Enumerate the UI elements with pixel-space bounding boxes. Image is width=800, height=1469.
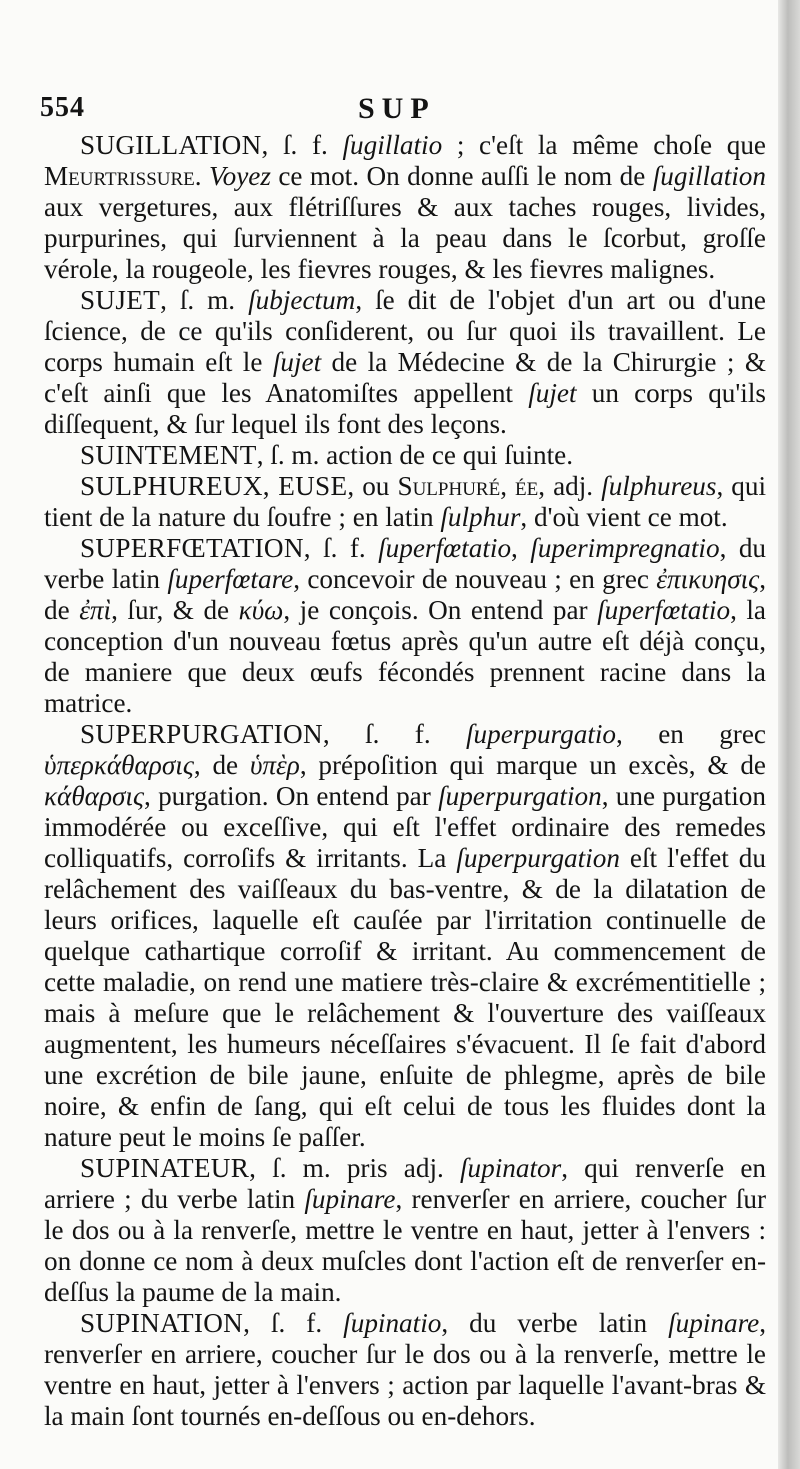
entry-text: , renverſer en arriere, coucher ſur le dos ou à la renverſe, mettre le ventre en haut, jetter à l'envers : on donne ce nom à deux muſcles dont l'action eſt de renverſer en-deſſus la paume de la main. bbox=[44, 1184, 766, 1307]
entry-paragraph bbox=[44, 533, 766, 719]
italic-term: ὑπὲρ bbox=[249, 750, 300, 780]
entry-text: , adj. bbox=[538, 471, 602, 501]
entry-text: , concevoir de nouveau ; en grec bbox=[293, 564, 657, 594]
entry-text: , prépoſition qui marque un excès, & de bbox=[299, 750, 766, 780]
entry-text: , bbox=[511, 533, 531, 563]
entry-headword: SUPERPURGATION bbox=[80, 719, 323, 749]
italic-term: ὑπερκάθαρσις bbox=[44, 750, 194, 780]
italic-term: ſupinare bbox=[668, 1308, 760, 1338]
entry-paragraph bbox=[44, 440, 766, 471]
italic-term: ἐπὶ bbox=[79, 595, 112, 625]
dictionary-entry bbox=[44, 1308, 766, 1432]
italic-term: ſugillation bbox=[652, 161, 766, 191]
dictionary-entry bbox=[44, 533, 766, 719]
entry-paragraph bbox=[44, 1308, 766, 1432]
entry-text: , renverſer en arriere, coucher ſur le dos ou à la renverſe, mettre le ventre en haut, jetter à l'envers ; action par laquelle l'avant-bras & la main ſont tournés en-deſſous ou en-dehors. bbox=[44, 1308, 767, 1431]
entry-text: , ſ. f. bbox=[322, 719, 466, 749]
italic-term: ſubjectum bbox=[248, 285, 356, 315]
italic-term: ſulphur bbox=[440, 502, 521, 532]
entry-paragraph bbox=[44, 719, 766, 1153]
dictionary-entry bbox=[44, 440, 766, 471]
italic-term: ſuperpurgation bbox=[438, 781, 602, 811]
entry-text: , qui renverſe en arriere ; du verbe latin bbox=[44, 1153, 767, 1214]
entry-text bbox=[202, 161, 209, 191]
entry-text: , de bbox=[193, 750, 250, 780]
entry-text: de la Médecine & de la Chirurgie ; & c'eſt ainſi que les Anatomiſtes appellent bbox=[44, 347, 766, 408]
dictionary-entry bbox=[44, 719, 766, 1153]
italic-term: ſupinator bbox=[459, 1153, 562, 1183]
italic-term: ἐπικυησις bbox=[656, 564, 760, 594]
entry-text: , une purgation immodérée ou exceſſive, qui eſt l'effet ordinaire des remedes colliquatifs, corroſifs & irritants. La bbox=[44, 781, 766, 873]
italic-term: Voyez bbox=[209, 161, 271, 191]
entry-text: , ſ. m. action de ce qui ſuinte. bbox=[256, 440, 574, 470]
entry-text: , ſ. m. bbox=[160, 285, 249, 315]
small-caps-term: Sulphuré, ée bbox=[397, 471, 539, 501]
italic-term: ſujet bbox=[528, 378, 577, 408]
italic-term: κάθαρσις bbox=[44, 781, 144, 811]
italic-term: ſujet bbox=[272, 347, 322, 377]
italic-term: ſuperfœtare bbox=[167, 564, 294, 594]
entry-text: , la conception d'un nouveau fœtus après qu'un autre eſt déjà conçu, de maniere que deux œufs fécondés prennent racine dans la matrice. bbox=[44, 595, 766, 718]
entry-text: , ſur, & de bbox=[111, 595, 239, 625]
dictionary-text bbox=[44, 130, 766, 1432]
entry-paragraph bbox=[44, 471, 766, 533]
page-edge-shadow bbox=[778, 0, 800, 1469]
entry-text: , ſ. m. pris adj. bbox=[249, 1153, 460, 1183]
entry-text: , ſ. f. bbox=[243, 1308, 344, 1338]
entry-headword: SUPINATEUR bbox=[80, 1153, 250, 1183]
entry-paragraph bbox=[44, 285, 766, 440]
entry-text: , ſe dit de l'objet d'un art ou d'une ſcience, de ce qu'ils conſiderent, ou ſur quoi ils travaillent. Le corps humain eſt le bbox=[44, 285, 767, 377]
entry-text: , purgation. On entend par bbox=[144, 781, 439, 811]
italic-term: κύω bbox=[238, 595, 284, 625]
italic-term: ſuperpurgatio bbox=[465, 719, 617, 749]
italic-term: ſuperpurgation bbox=[456, 843, 620, 873]
entry-text: , ſ. f. bbox=[261, 130, 343, 160]
page-header bbox=[40, 92, 770, 132]
entry-text: ce mot. On donne auſſi le nom de bbox=[270, 161, 653, 191]
entry-headword: SUJET bbox=[80, 285, 161, 315]
entry-text: , d'où vient ce mot. bbox=[520, 502, 728, 532]
entry-text: , du verbe latin bbox=[44, 533, 766, 594]
dictionary-entry bbox=[44, 471, 766, 533]
entry-text: eſt l'effet du relâchement des vaiſſeaux du bas-ventre, & de la dilatation de leurs orifices, laquelle eſt cauſée par l'irritation continuelle de quelque cathartique corroſif & irritant. Au commencement de cette maladie, on rend une matiere très-claire & excrémentitielle ; mais à meſure que le relâchement & l'ouverture des vaiſſeaux augmentent, les humeurs néceſſaires s'évacuent. Il ſe fait d'abord une excrétion de bile jaune, enſuite de phlegme, après de bile noire, & enfin de ſang, qui eſt celui de tous les fluides dont la nature peut le moins ſe paſſer. bbox=[44, 843, 766, 1152]
italic-term: ſuperimpregnatio bbox=[530, 533, 720, 563]
entry-text: un corps qu'ils diſſequent, & ſur lequel ils font des leçons. bbox=[44, 378, 766, 439]
entry-headword: SUPERFŒTATION bbox=[80, 533, 304, 563]
entry-headword: SUINTEMENT bbox=[80, 440, 257, 470]
entry-headword: SULPHUREUX, EUSE bbox=[80, 471, 348, 501]
italic-term: ſupinare bbox=[304, 1184, 396, 1214]
entry-text: , du verbe latin bbox=[441, 1308, 669, 1338]
page-number: 554 bbox=[40, 92, 85, 123]
italic-term: ſulphureus bbox=[601, 471, 717, 501]
italic-term: ſupinatio bbox=[343, 1308, 442, 1338]
entry-text: , je conçois. On entend par bbox=[283, 595, 598, 625]
italic-term: ſuperfœtatio bbox=[597, 595, 731, 625]
italic-term: ſugillatio bbox=[342, 130, 443, 160]
running-head: SUP bbox=[358, 92, 436, 125]
entry-headword: SUPINATION bbox=[80, 1308, 244, 1338]
entry-text: , ou bbox=[347, 471, 398, 501]
small-caps-term: Meurtrissure. bbox=[44, 161, 202, 191]
entry-headword: SUGILLATION bbox=[80, 130, 262, 160]
entry-text: , ſ. f. bbox=[303, 533, 379, 563]
entry-text: aux vergetures, aux flétriſſures & aux taches rouges, livides, purpurines, qui ſurviennent à la peau dans le ſcorbut, groſſe vérole, la rougeole, les fievres rouges, & les fievres malignes. bbox=[44, 192, 766, 284]
italic-term: ſuperfœtatio bbox=[378, 533, 512, 563]
entry-text: , en grec bbox=[616, 719, 766, 749]
entry-paragraph bbox=[44, 130, 766, 285]
entry-text: , qui tient de la nature du ſoufre ; en latin bbox=[44, 471, 767, 532]
entry-text: , de bbox=[44, 564, 766, 625]
entry-text: ; c'eſt la même choſe que bbox=[442, 130, 766, 160]
dictionary-entry bbox=[44, 1153, 766, 1308]
dictionary-entry bbox=[44, 285, 766, 440]
entry-paragraph bbox=[44, 1153, 766, 1308]
dictionary-entry bbox=[44, 130, 766, 285]
